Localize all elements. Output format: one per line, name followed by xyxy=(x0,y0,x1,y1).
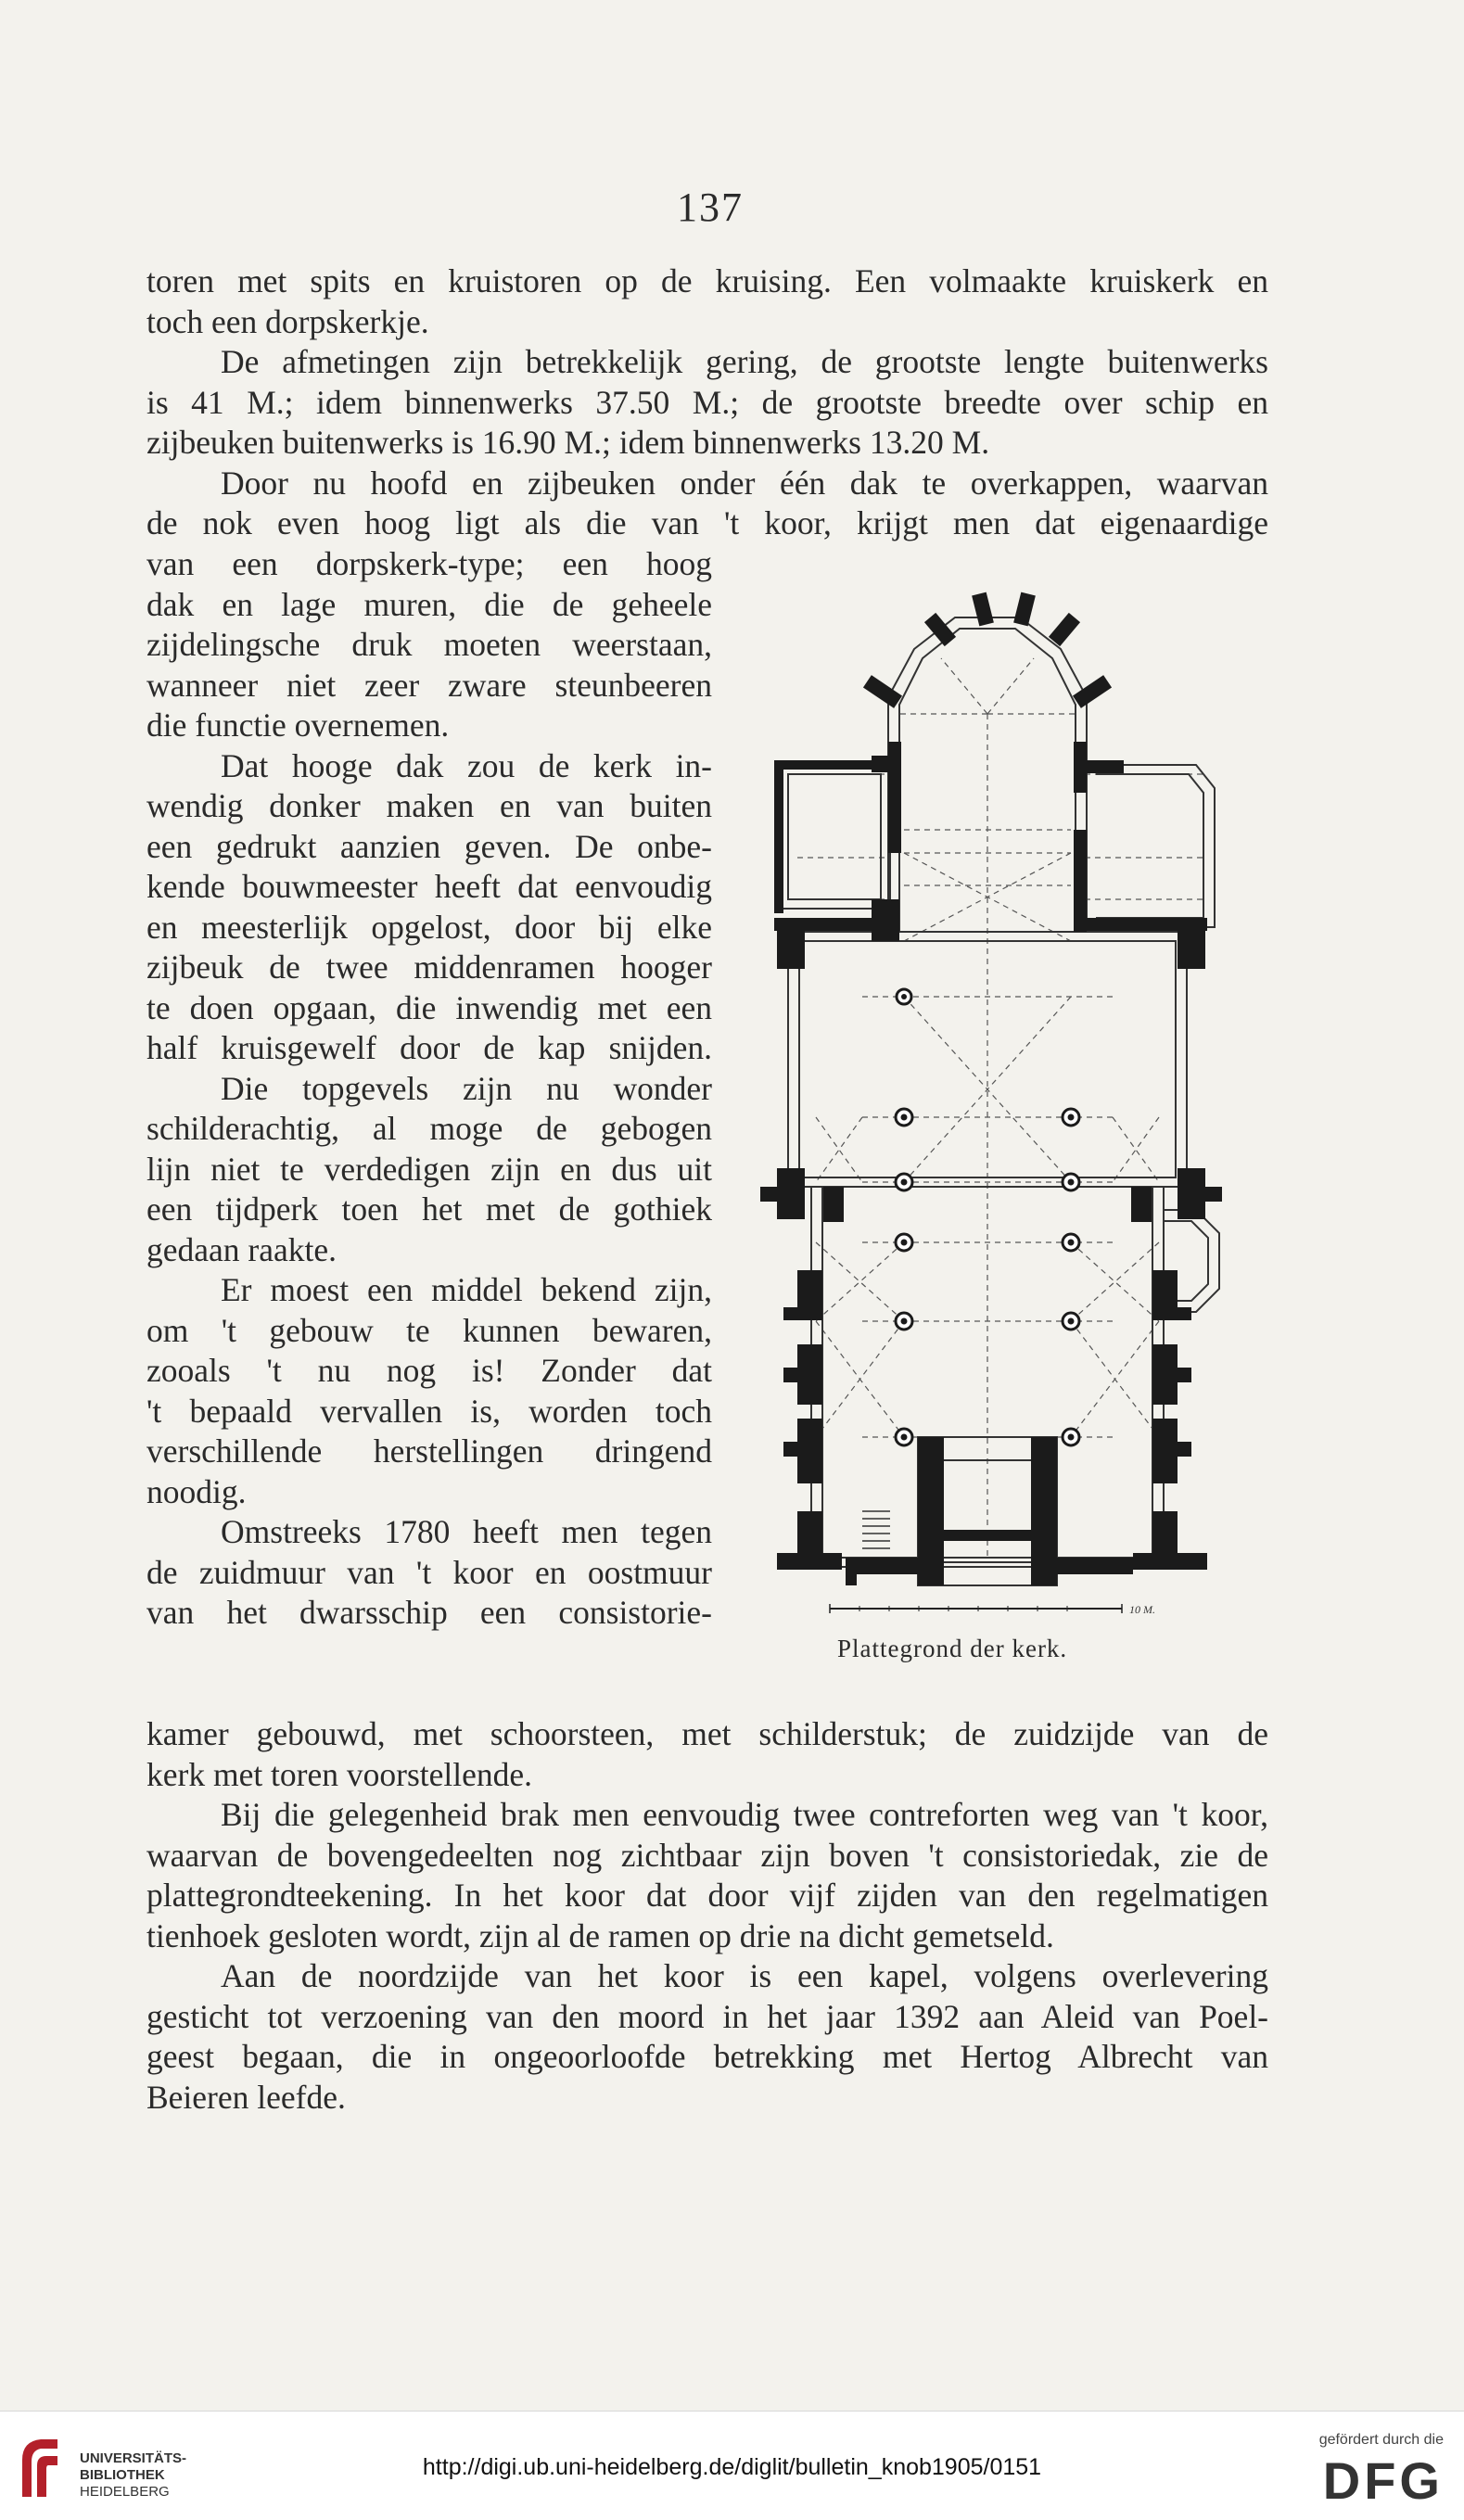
text-line: om 't gebouw te kunnen bewaren, xyxy=(146,1311,712,1349)
text-line: Die topgevels zijn nu wonder xyxy=(221,1069,712,1107)
text-line: kende bouwmeester heeft dat eenvoudig xyxy=(146,868,712,905)
text-line: waarvan de bovengedeelten nog zichtbaar zijn boven 't consistoriedak, zie de xyxy=(146,1836,1268,1874)
text-line: gesticht tot verzoening van den moord in het jaar 1392 aan Aleid van Poel- xyxy=(146,1997,1268,2035)
church-floor-plan xyxy=(760,575,1279,1632)
text-line: geest begaan, die in ongeoorloofde betrekking met Hertog Albrecht van xyxy=(146,2038,1268,2075)
library-name-line2: BIBLIOTHEK xyxy=(80,2467,165,2483)
text-line: Aan de noordzijde van het koor is een kapel, volgens overlevering xyxy=(221,1957,1268,1994)
page-number: 137 xyxy=(677,185,744,230)
text-line: kamer gebouwd, met schoorsteen, met schilderstuk; de zuidzijde van de xyxy=(146,1715,1268,1752)
text-line: is 41 M.; idem binnenwerks 37.50 M.; de grootste breedte over schip en xyxy=(146,383,1268,421)
text-line: wendig donker maken en van buiten xyxy=(146,787,712,824)
text-line: plattegrondteekening. In het koor dat door vijf zijden van den regelmatigen xyxy=(146,1877,1268,1914)
text-block-top xyxy=(146,261,1268,544)
text-block-bottom xyxy=(146,1714,1268,2118)
vault-lines xyxy=(797,658,1205,1558)
text-line: te doen opgaan, die inwendig met een xyxy=(146,988,712,1026)
text-line: Dat hooge dak zou de kerk in- xyxy=(221,746,712,784)
text-line: noodig. xyxy=(146,1472,247,1510)
text-line: schilderachtig, al moge de gebogen xyxy=(146,1110,712,1147)
text-line: tienhoek gesloten wordt, zijn al de ramen op drie na dicht gemetseld. xyxy=(146,1916,1054,1954)
text-line: gedaan raakte. xyxy=(146,1230,337,1268)
figure-caption: Plattegrond der kerk. xyxy=(837,1635,1068,1662)
text-line: zijbeuken buitenwerks is 16.90 M.; idem binnenwerks 13.20 M. xyxy=(146,424,990,461)
text-line: 't bepaald vervallen is, worden toch xyxy=(146,1392,712,1430)
text-block-column xyxy=(146,544,712,1634)
sponsor-logo xyxy=(1277,2432,1444,2515)
text-line: toch een dorpskerkje. xyxy=(146,302,429,340)
digitization-footer xyxy=(0,2411,1464,2520)
text-line: toren met spits en kruistoren op de kruising. Een volmaakte kruiskerk en xyxy=(146,262,1268,299)
sponsor-caption: gefördert durch die xyxy=(1318,2432,1444,2448)
text-line: zijbeuk de twee middenramen hooger xyxy=(146,948,712,986)
source-url-link[interactable]: http://digi.ub.uni-heidelberg.de/diglit/bulletin_knob1905/0151 xyxy=(422,2454,1042,2480)
scale-label: 10 M. xyxy=(1129,1603,1155,1616)
library-name-line1: UNIVERSITÄTS- xyxy=(80,2450,187,2466)
text-line: de zuidmuur van 't koor en oostmuur xyxy=(146,1553,712,1591)
text-line: lijn niet te verdedigen zijn en dus uit xyxy=(146,1150,712,1188)
text-line: zijdelingsche druk moeten weerstaan, xyxy=(146,626,712,663)
text-line: Beieren leefde. xyxy=(146,2078,346,2116)
text-line: zooals 't nu nog is! Zonder dat xyxy=(146,1352,712,1389)
text-line: half kruisgewelf door de kap snijden. xyxy=(146,1029,712,1066)
text-line: van het dwarsschip een consistorie- xyxy=(146,1594,712,1631)
text-line: en meesterlijk opgelost, door bij elke xyxy=(146,908,712,946)
dfg-wordmark: DFG xyxy=(1322,2451,1444,2510)
text-line: een tijdperk toen het met de gothiek xyxy=(146,1190,712,1228)
text-line: De afmetingen zijn betrekkelijk gering, de grootste lengte buitenwerks xyxy=(221,343,1268,380)
text-line: die functie overnemen. xyxy=(146,706,450,744)
text-line: Door nu hoofd en zijbeuken onder één dak te overkappen, waarvan xyxy=(221,464,1268,502)
library-name-line3: HEIDELBERG xyxy=(80,2484,170,2500)
text-line: Er moest een middel bekend zijn, xyxy=(221,1271,712,1308)
text-line: dak en lage muren, die de geheele xyxy=(146,585,712,623)
text-line: Omstreeks 1780 heeft men tegen xyxy=(221,1513,712,1550)
text-line: van een dorpskerk-type; een hoog xyxy=(146,545,712,582)
text-line: een gedrukt aanzien geven. De onbe- xyxy=(146,827,712,865)
scale-bar xyxy=(830,1603,1155,1616)
stairs xyxy=(862,1511,890,1548)
text-line: kerk met toren voorstellende. xyxy=(146,1755,532,1793)
text-line: wanneer niet zeer zware steunbeeren xyxy=(146,666,712,704)
text-line: verschillende herstellingen dringend xyxy=(146,1432,712,1470)
text-line: de nok even hoog ligt als die van 't koor, krijgt men dat eigenaardige xyxy=(146,504,1268,541)
text-line: Bij die gelegenheid brak men eenvoudig twee contreforten weg van 't koor, xyxy=(221,1796,1268,1833)
